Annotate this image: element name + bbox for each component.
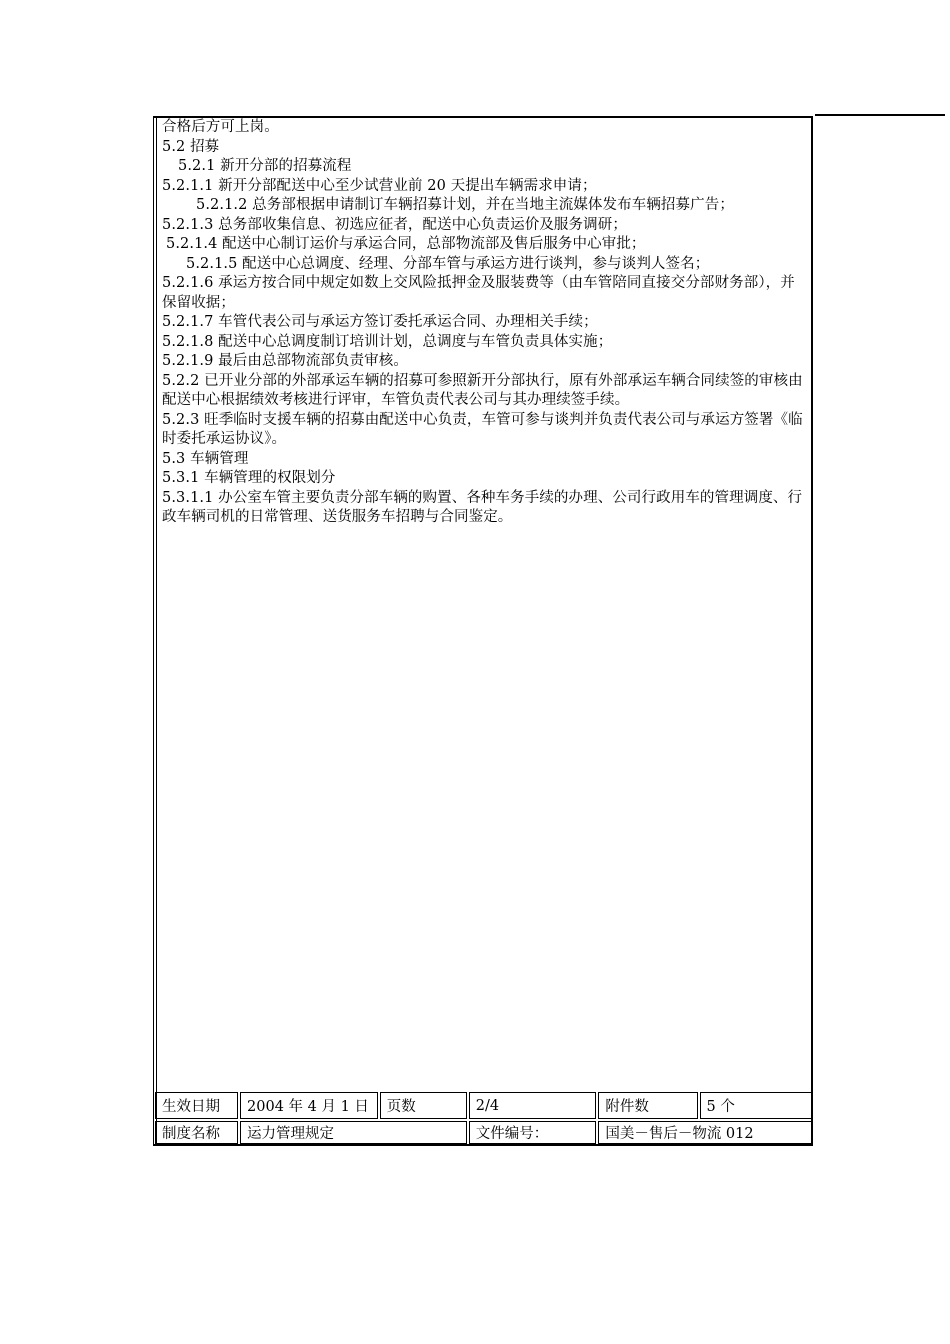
body-line: 5.2.1.1 新开分部配送中心至少试营业前 20 天提出车辆需求申请； — [162, 177, 597, 194]
pages-value: 2/4 — [469, 1092, 597, 1119]
body-line: 5.2.2 已开业分部的外部承运车辆的招募可参照新开分部执行，原有外部承运车辆合同续签的审核由配送中心根据绩效考核进行评审，车管负责代表公司与其办理续签手续。 — [162, 372, 803, 408]
body-line: 合格后方可上岗。 — [162, 119, 279, 135]
effective-date-value: 2004 年 4 月 1 日 — [240, 1092, 378, 1119]
body-line: 5.2.1.5 配送中心总调度、经理、分部车管与承运方进行谈判，参与谈判人签名； — [186, 255, 710, 272]
body-line: 5.2.1.9 最后由总部物流部负责审核。 — [162, 353, 408, 369]
body-line: 5.2.3 旺季临时支援车辆的招募由配送中心负责，车管可参与谈判并负责代表公司与承运方签署《临时委托承运协议》。 — [162, 411, 803, 447]
body-line: 5.3.1.1 办公室车管主要负责分部车辆的购置、各种车务手续的办理、公司行政用车的管理调度、行政车辆司机的日常管理、送货服务车招聘与合同鉴定。 — [162, 489, 803, 525]
document-body — [162, 118, 808, 528]
body-line: 5.2.1.7 车管代表公司与承运方签订委托承运合同、办理相关手续； — [162, 314, 598, 330]
top-rule — [815, 114, 945, 116]
effective-date-label: 生效日期 — [155, 1092, 238, 1119]
policy-name-label: 制度名称 — [155, 1121, 238, 1145]
doc-number-value: 国美－售后－物流 012 — [598, 1121, 813, 1145]
body-line: 5.2.1.3 总务部收集信息、初选应征者，配送中心负责运价及服务调研； — [162, 216, 627, 233]
attachments-label: 附件数 — [598, 1092, 697, 1119]
body-line: 5.2.1.2 总务部根据申请制订车辆招募计划，并在当地主流媒体发布车辆招募广告； — [196, 197, 734, 213]
doc-number-label: 文件编号： — [469, 1121, 597, 1145]
policy-name-value: 运力管理规定 — [240, 1121, 467, 1145]
subsection-heading: 5.2.1 新开分部的招募流程 — [178, 158, 352, 174]
section-heading: 5.2 招募 — [162, 138, 220, 155]
subsection-heading: 5.3.1 车辆管理的权限划分 — [162, 470, 336, 486]
section-heading: 5.3 车辆管理 — [162, 450, 249, 467]
body-line: 5.2.1.6 承运方按合同中规定如数上交风险抵押金及服装费等（由车管陪同直接交分部财务部），并保留收据； — [162, 275, 795, 311]
pages-label: 页数 — [380, 1092, 467, 1119]
attachments-value: 5 个 — [700, 1092, 813, 1119]
body-line: 5.2.1.8 配送中心总调度制订培训计划，总调度与车管负责具体实施； — [162, 333, 613, 350]
body-line: 5.2.1.4 配送中心制订运价与承运合同，总部物流部及售后服务中心审批； — [166, 236, 646, 252]
frame-double-line — [156, 116, 157, 1146]
document-footer-table — [153, 1090, 815, 1148]
